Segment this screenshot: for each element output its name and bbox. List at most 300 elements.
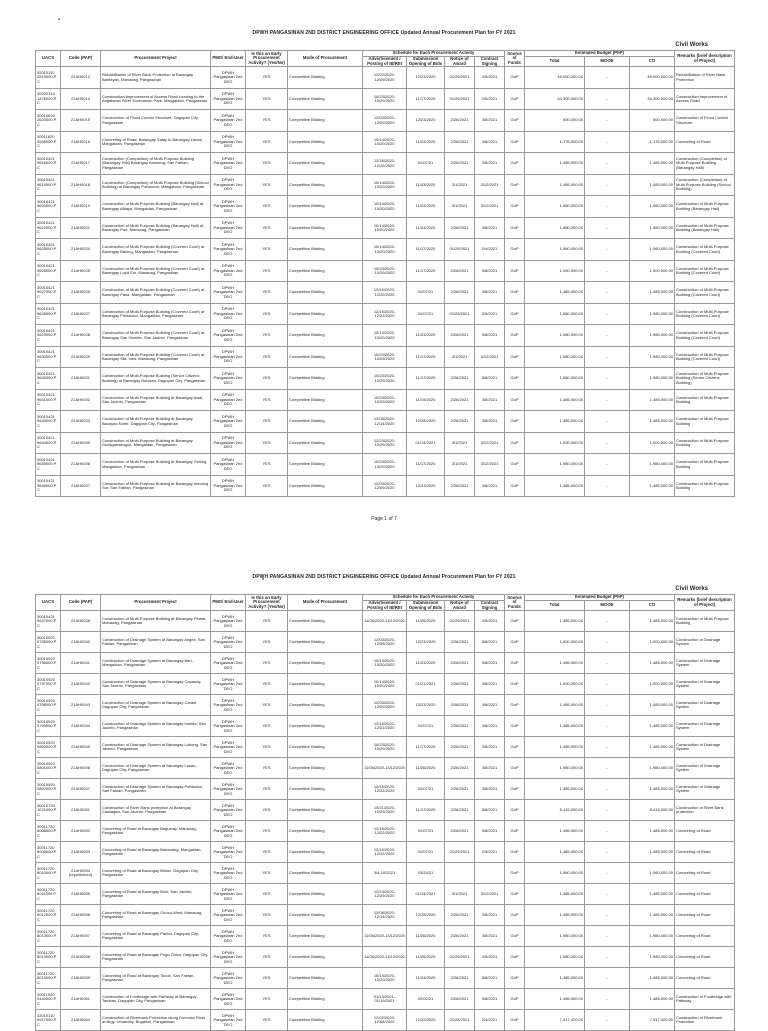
cell-project: Construction (Completion) of Multi-Purpose Building (Barangay Hall) Barangay Anonang, San Fabian, Pangasinan	[101, 153, 211, 175]
cell-mode: Competitive Bidding	[288, 67, 363, 89]
table-row	[36, 863, 735, 884]
cell-early: YES	[246, 153, 288, 175]
table-row	[36, 346, 735, 368]
cell-source: GoP	[505, 217, 525, 239]
cell-adv: 12/16/2020-12/22/2020	[363, 282, 407, 304]
header-contract: Contract Signing	[475, 600, 505, 611]
cell-mooe: -	[585, 758, 630, 779]
cell-mooe: -	[585, 196, 630, 218]
cell-notice: 2/26/2021	[445, 926, 475, 947]
cell-project: Construction of Drainage System at Barangay Carael, Dagupan City, Pangasinan	[101, 695, 211, 716]
cell-contract: 3/8/2021	[475, 131, 505, 153]
cell-source: GoP	[505, 432, 525, 454]
cell-mode: Competitive Bidding	[288, 779, 363, 800]
cell-project: Construction of Multi-Purpose Building at Barangay Bacayao Norte, Dagupan City, Pangasinan	[101, 411, 211, 433]
cell-sub: 01/14/2021	[407, 884, 445, 905]
header-adv: Advertisement / Posting of IB/REI	[363, 600, 407, 611]
cell-mooe: -	[585, 432, 630, 454]
cell-pmo: DPWH Pangasinan 2nd DEO	[211, 67, 246, 89]
cell-uacs: 30010421 9644000.P C	[36, 432, 61, 454]
cell-pmo: DPWH Pangasinan 2nd DEO	[211, 884, 246, 905]
cell-uacs: 30010421 9622000.P C	[36, 217, 61, 239]
cell-sub: 01/14/2021	[407, 432, 445, 454]
document-title-page-2: DPWH PANGASINAN 2ND DISTRICT ENGINEERING OFFICE Updated Annual Procurement Plan for FY 2021	[252, 574, 516, 580]
cell-remarks: Construction of Drainage System	[675, 716, 735, 737]
cell-uacs: 30011720 8010000.P C	[36, 863, 61, 884]
cell-pmo: DPWH Pangasinan 2nd DEO	[211, 131, 246, 153]
cell-co: 1,980,000.00	[630, 239, 675, 261]
cell-mooe: -	[585, 800, 630, 821]
table-row	[36, 632, 735, 653]
cell-remarks: Construction of Drainage System	[675, 674, 735, 695]
cell-adv: 10/23/2020-10/29/2020	[363, 368, 407, 390]
header-early: Is this an Early Procurement Activity? (Yes/No)	[246, 595, 288, 611]
cell-co: 1,980,000.00	[630, 758, 675, 779]
cell-notice	[445, 863, 475, 884]
cell-early: YES	[246, 389, 288, 411]
cell-total: 1,485,000.00	[525, 989, 585, 1010]
cell-early: YES	[246, 303, 288, 325]
cell-uacs: 30010920 0798000.P C	[36, 695, 61, 716]
cell-pmo: DPWH Pangasinan 2nd DEO	[211, 1010, 246, 1031]
cell-mode: Competitive Bidding	[288, 325, 363, 347]
cell-pmo: DPWH Pangasinan 2nd DEO	[211, 110, 246, 132]
cell-early: YES	[246, 632, 288, 653]
cell-source: GoP	[505, 758, 525, 779]
cell-remarks: Rehabilitation of River Bank Protection	[675, 67, 735, 89]
header-project: Procurement Project	[101, 51, 211, 67]
cell-contract: 2/5/2021	[475, 88, 505, 110]
cell-mooe: -	[585, 239, 630, 261]
cell-mode: Competitive Bidding	[288, 346, 363, 368]
cell-source: GoP	[505, 968, 525, 989]
cell-co: 1,485,000.00	[630, 153, 675, 175]
cell-remarks: Construction of Multi-Purpose Building (Barangay Hall)	[675, 217, 735, 239]
table-row	[36, 131, 735, 153]
cell-early: YES	[246, 947, 288, 968]
cell-sub: 12/23/2020	[407, 632, 445, 653]
cell-project: Construction of Drainage System at Barangay Imelda, San Jacinto, Pangasinan	[101, 716, 211, 737]
cell-contract: 3/8/2021	[475, 968, 505, 989]
cell-source: GoP	[505, 653, 525, 674]
header-code: Code (PAP)	[61, 595, 101, 611]
cell-mode: Competitive Bidding	[288, 800, 363, 821]
scan-speck	[58, 18, 60, 20]
cell-contract: 3/12/2021	[475, 454, 505, 476]
table-row	[36, 884, 735, 905]
cell-total: 1,485,000.00	[525, 475, 585, 497]
cell-mode: Competitive Bidding	[288, 432, 363, 454]
cell-code: 21AH0044	[61, 716, 101, 737]
cell-early: YES	[246, 863, 288, 884]
cell-contract: 3/8/2021	[475, 716, 505, 737]
cell-source: GoP	[505, 779, 525, 800]
cell-adv: 10/14/2020-10/20/2020	[363, 653, 407, 674]
cell-early: YES	[246, 174, 288, 196]
cell-co: 1,485,000.00	[630, 389, 675, 411]
cell-source: GoP	[505, 239, 525, 261]
cell-pmo: DPWH Pangasinan 2nd DEO	[211, 432, 246, 454]
cell-early: YES	[246, 674, 288, 695]
cell-sub: 12/23/2020	[407, 110, 445, 132]
header-adv: Advertisement / Posting of IB/REI	[363, 56, 407, 67]
cell-uacs: 30011720 8014000.P C	[36, 947, 61, 968]
cell-notice: 2/26/2021	[445, 260, 475, 282]
cell-project: Construction of Multi-Purpose Building (Covered Court) at Barangay Poblacion, Mangaldan, Pangasinan	[101, 303, 211, 325]
cell-adv: 10/14/2020-10/20/2020	[363, 174, 407, 196]
cell-mode: Competitive Bidding	[288, 282, 363, 304]
cell-adv: 12/16/2020-12/22/2020	[363, 303, 407, 325]
cell-project: Construction of Multi-Purpose Building at Barangay Pantal, Manaoag, Pangasinan	[101, 611, 211, 632]
cell-adv: 11/06/2020-11/12/2020	[363, 947, 407, 968]
cell-source: GoP	[505, 346, 525, 368]
cell-contract: 2/5/2021	[475, 611, 505, 632]
cell-co: 1,980,000.00	[630, 454, 675, 476]
cell-contract: 3/8/2021	[475, 632, 505, 653]
cell-early: YES	[246, 239, 288, 261]
table-row	[36, 432, 735, 454]
table-row	[36, 67, 735, 89]
cell-project: Construction of Drainage System at Barangay Lobong, San Jacinto, Pangasinan	[101, 737, 211, 758]
cell-sub: 11/17/2020	[407, 346, 445, 368]
cell-mooe: -	[585, 346, 630, 368]
cell-pmo: DPWH Pangasinan 2nd DEO	[211, 695, 246, 716]
cell-project: Concreting of Road at Barangay Binloc, Dagupan City, Pangasinan	[101, 863, 211, 884]
cell-code: 21AH0061	[61, 989, 101, 1010]
cell-adv: 12/16/2020-12/22/2020	[363, 779, 407, 800]
cell-mooe: -	[585, 611, 630, 632]
cell-notice: 01/29/2021	[445, 842, 475, 863]
cell-contract: 3/8/2021	[475, 737, 505, 758]
cell-source: GoP	[505, 611, 525, 632]
cell-mode: Competitive Bidding	[288, 674, 363, 695]
cell-adv: 12/16/2020-12/22/2020	[363, 821, 407, 842]
cell-mooe: -	[585, 110, 630, 132]
cell-mooe: -	[585, 282, 630, 304]
cell-code: 21AH0040	[61, 632, 101, 653]
cell-project: Concreting of Road at Barangay Tocok, San Fabian, Pangasinan	[101, 968, 211, 989]
cell-project: Construction of Multi-Purpose Building (Covered Court) at Barangay Sta. Ines, Manaoag, Pangasinan	[101, 346, 211, 368]
table-row	[36, 842, 735, 863]
header-pmo: PMO/ End-User	[211, 51, 246, 67]
cell-mode: Competitive Bidding	[288, 905, 363, 926]
cell-uacs: 30010920 0796000.P C	[36, 653, 61, 674]
cell-early: YES	[246, 926, 288, 947]
cell-co: 1,980,000.00	[630, 947, 675, 968]
cell-co: 1,485,000.00	[630, 282, 675, 304]
cell-remarks: Construction of Multi-Purpose Building	[675, 454, 735, 476]
cell-uacs: 30011720 8012000.P C	[36, 905, 61, 926]
header-schedule: Schedule for Each Procurement Activity	[363, 595, 505, 601]
cell-notice: 2/26/2021	[445, 475, 475, 497]
cell-notice: 2/26/2021	[445, 779, 475, 800]
cell-mooe: -	[585, 737, 630, 758]
table-row	[36, 411, 735, 433]
cell-sub: 11/17/2020	[407, 368, 445, 390]
cell-mooe: -	[585, 674, 630, 695]
cell-mooe: -	[585, 632, 630, 653]
cell-project: Construction of Multi-Purpose Building at Barangay Inmalog Sur, San Fabian, Pangasinan	[101, 475, 211, 497]
cell-adv: 10/23/2020-10/29/2020	[363, 260, 407, 282]
cell-project: Construction of Multi-Purpose Building (Covered Court) at Barangay Balong, Mangaldan, Pangasinan	[101, 239, 211, 261]
header-sub: Submission/ Opening of Bids	[407, 600, 445, 611]
cell-mode: Competitive Bidding	[288, 884, 363, 905]
cell-contract: 3/12/2021	[475, 432, 505, 454]
cell-source: GoP	[505, 674, 525, 695]
cell-co: 1,000,000.00	[630, 260, 675, 282]
cell-mode: Competitive Bidding	[288, 653, 363, 674]
table-row	[36, 800, 735, 821]
table-row	[36, 611, 735, 632]
cell-total: 1,485,000.00	[525, 821, 585, 842]
cell-notice: 2/26/2021	[445, 821, 475, 842]
cell-total: 1,485,000.00	[525, 611, 585, 632]
cell-mode: Competitive Bidding	[288, 411, 363, 433]
cell-source: GoP	[505, 863, 525, 884]
cell-project: Construction of Drainage System at Barangay Lucao, Dagupan City, Pangasinan	[101, 758, 211, 779]
header-remarks: Remarks (brief description of Project)	[675, 595, 735, 611]
cell-project: Construction of Multi-Purpose Building (Covered Court) at Barangay San Vicente, San Jacinto, Pangasinan	[101, 325, 211, 347]
cell-notice: 2/26/2021	[445, 411, 475, 433]
cell-project: Construction of Multi-Purpose Building (Barangay Hall) at Barangay Pao, Manaoag, Pangasinan	[101, 217, 211, 239]
cell-notice: 2/26/2021	[445, 695, 475, 716]
cell-uacs: 30011720 8011000.P C	[36, 884, 61, 905]
cell-uacs: 30010421 9625000.P C	[36, 239, 61, 261]
cell-adv: 11/06/2020-11/12/2020	[363, 611, 407, 632]
cell-code: 21AH0036	[61, 454, 101, 476]
cell-mooe: -	[585, 88, 630, 110]
cell-pmo: DPWH Pangasinan 2nd DEO	[211, 653, 246, 674]
cell-project: Concreting of Road at Barangay Baguinay, Manaoag, Pangasinan	[101, 821, 211, 842]
cell-remarks: Concreting of Road	[675, 842, 735, 863]
table-row	[36, 674, 735, 695]
cell-code: 21AH0029	[61, 346, 101, 368]
cell-adv: 10/23/2020-10/29/2020	[363, 454, 407, 476]
cell-contract: 3/8/2021	[475, 325, 505, 347]
cell-mode: Competitive Bidding	[288, 196, 363, 218]
cell-early: YES	[246, 758, 288, 779]
cell-notice: 3/1/2021	[445, 196, 475, 218]
cell-code: 21AH0032	[61, 389, 101, 411]
cell-code: 21AH0037	[61, 475, 101, 497]
cell-uacs: 30010421 9629000.P C	[36, 325, 61, 347]
cell-total: 1,980,000.00	[525, 217, 585, 239]
cell-pmo: DPWH Pangasinan 2nd DEO	[211, 989, 246, 1010]
cell-mooe: -	[585, 325, 630, 347]
cell-uacs: 30010920 0795000.P C	[36, 632, 61, 653]
cell-project: Concreting of Road at Barangay Bolo, San Jacinto, Pangasinan	[101, 884, 211, 905]
cell-uacs: 30010421 9641000.P C	[36, 389, 61, 411]
cell-notice: 2/26/2021	[445, 110, 475, 132]
cell-mooe: -	[585, 695, 630, 716]
cell-code: 21AH0025	[61, 260, 101, 282]
cell-mooe: -	[585, 842, 630, 863]
cell-sub: 01/21/2021	[407, 674, 445, 695]
cell-sub: 11/17/2020	[407, 239, 445, 261]
table-row	[36, 153, 735, 175]
cell-early: YES	[246, 821, 288, 842]
cell-mooe: -	[585, 779, 630, 800]
cell-remarks: Construction of Drainage System	[675, 779, 735, 800]
cell-source: GoP	[505, 842, 525, 863]
cell-contract: 3/8/2021	[475, 653, 505, 674]
cell-mooe: -	[585, 926, 630, 947]
cell-project: Construction of Multi-Purpose Building at Barangay Guiling, Mangaldan, Pangasinan	[101, 454, 211, 476]
cell-pmo: DPWH Pangasinan 2nd DEO	[211, 821, 246, 842]
cell-source: GoP	[505, 716, 525, 737]
header-source: Source of Funds	[505, 595, 525, 611]
cell-pmo: DPWH Pangasinan 2nd DEO	[211, 800, 246, 821]
header-project: Procurement Project	[101, 595, 211, 611]
cell-notice: 2/26/2021	[445, 989, 475, 1010]
cell-code: 21AH0031	[61, 368, 101, 390]
cell-source: GoP	[505, 368, 525, 390]
cell-mode: Competitive Bidding	[288, 239, 363, 261]
cell-total: 1,980,000.00	[525, 368, 585, 390]
cell-mode: Competitive Bidding	[288, 632, 363, 653]
cell-adv: 12/16/2020-12/22/2020	[363, 716, 407, 737]
cell-co: 1,980,000.00	[630, 368, 675, 390]
cell-uacs: 30010421 9620000.P C	[36, 196, 61, 218]
cell-source: GoP	[505, 632, 525, 653]
cell-project: Construction of Drainage System at Barangay Anges, San Fabian, Pangasinan	[101, 632, 211, 653]
cell-code: 21AH0019	[61, 196, 101, 218]
cell-adv: 10/23/2020-10/29/2020	[363, 88, 407, 110]
cell-total: 1,485,000.00	[525, 716, 585, 737]
cell-contract: 3/12/2021	[475, 196, 505, 218]
cell-adv: 12/08/2020-12/14/2020	[363, 411, 407, 433]
cell-sub: 01/07/21	[407, 779, 445, 800]
cell-total: 1,980,000.00	[525, 758, 585, 779]
cell-total: 1,980,000.00	[525, 454, 585, 476]
cell-early: YES	[246, 196, 288, 218]
cell-contract: 3/8/2021	[475, 758, 505, 779]
header-uacs: UACS	[36, 51, 61, 67]
cell-co: 1,485,000.00	[630, 821, 675, 842]
cell-total: 1,485,000.00	[525, 842, 585, 863]
cell-co: 1,485,000.00	[630, 842, 675, 863]
header-uacs: UACS	[36, 595, 61, 611]
cell-uacs: 30010720 1021000.P C	[36, 800, 61, 821]
cell-remarks: Concreting of Road	[675, 884, 735, 905]
cell-adv: 10/23/2020-10/29/2020	[363, 737, 407, 758]
cell-contract: 3/8/2021	[475, 779, 505, 800]
cell-sub: 12/28/2020	[407, 411, 445, 433]
cell-remarks: Construction of Multi-Purpose Building	[675, 389, 735, 411]
cell-mooe: -	[585, 947, 630, 968]
cell-code: 21AH0021	[61, 217, 101, 239]
cell-remarks: Construction of Drainage System	[675, 632, 735, 653]
cell-contract: 3/12/2021	[475, 884, 505, 905]
cell-contract: 3/8/2021	[475, 800, 505, 821]
cell-remarks: Construction of Footbridge with Pathway	[675, 989, 735, 1010]
cell-total: 1,485,000.00	[525, 174, 585, 196]
table-row	[36, 475, 735, 497]
cell-uacs: 30020310 1476000.P C	[36, 88, 61, 110]
cell-mooe: -	[585, 716, 630, 737]
cell-early: YES	[246, 695, 288, 716]
cell-remarks: Construction of Multi-Purpose Building	[675, 611, 735, 632]
cell-contract: 3/8/2021	[475, 926, 505, 947]
cell-total: 1,980,000.00	[525, 947, 585, 968]
cell-sub: 11/17/2020	[407, 454, 445, 476]
cell-total: 1,980,000.00	[525, 303, 585, 325]
cell-contract: 3/8/2021	[475, 475, 505, 497]
table-row	[36, 737, 735, 758]
cell-contract: 3/8/2021	[475, 110, 505, 132]
cell-mode: Competitive Bidding	[288, 368, 363, 390]
cell-adv: 12/08/2020-12/14/2020	[363, 905, 407, 926]
cell-remarks: Construction of Multi-Purpose Building (Senior Citizens Building)	[675, 368, 735, 390]
cell-sub: 01/07/21	[407, 716, 445, 737]
cell-mode: Competitive Bidding	[288, 454, 363, 476]
cell-sub: 11/19/2020	[407, 389, 445, 411]
cell-source: GoP	[505, 926, 525, 947]
cell-pmo: DPWH Pangasinan 2nd DEO	[211, 174, 246, 196]
cell-sub: 12/28/2020	[407, 905, 445, 926]
cell-total: 1,485,000.00	[525, 968, 585, 989]
cell-remarks: Concreting of Road	[675, 905, 735, 926]
cell-mode: Competitive Bidding	[288, 737, 363, 758]
cell-remarks: Concreting of Road	[675, 131, 735, 153]
cell-project: Construction of Multi-Purpose Building (Covered Court) at Barangay Pasa, Mangaldan, Pangasinan	[101, 282, 211, 304]
header-code: Code (PAP)	[61, 51, 101, 67]
cell-notice: 2/26/2021	[445, 368, 475, 390]
page-number: Page 1 of 7	[371, 516, 397, 522]
cell-mooe: -	[585, 454, 630, 476]
cell-early: YES	[246, 737, 288, 758]
cell-source: GoP	[505, 475, 525, 497]
cell-early: YES	[246, 325, 288, 347]
cell-total: 1,980,000.00	[525, 196, 585, 218]
table-row	[36, 174, 735, 196]
cell-contract: 3/8/2021	[475, 368, 505, 390]
cell-total: 1,485,000.00	[525, 282, 585, 304]
cell-early: YES	[246, 842, 288, 863]
table-row	[36, 821, 735, 842]
cell-early: YES	[246, 282, 288, 304]
cell-pmo: DPWH Pangasinan 2nd DEO	[211, 737, 246, 758]
cell-pmo: DPWH Pangasinan 2nd DEO	[211, 968, 246, 989]
cell-pmo: DPWH Pangasinan 2nd DEO	[211, 239, 246, 261]
cell-total: 1,980,000.00	[525, 926, 585, 947]
cell-mooe: -	[585, 303, 630, 325]
cell-mode: Competitive Bidding	[288, 863, 363, 884]
cell-adv: 12/03/2020-12/09/2020	[363, 632, 407, 653]
cell-total: 1,485,000.00	[525, 905, 585, 926]
cell-remarks: Construction of Riverbank Protection	[675, 1010, 735, 1031]
cell-total: 7,917,420.00	[525, 1010, 585, 1031]
cell-notice: 3/1/2021	[445, 884, 475, 905]
header-notice: Notice of Award	[445, 56, 475, 67]
cell-early: YES	[246, 905, 288, 926]
cell-pmo: DPWH Pangasinan 2nd DEO	[211, 217, 246, 239]
cell-uacs: 30010421 9645000.P C	[36, 454, 61, 476]
cell-mode: Competitive Bidding	[288, 131, 363, 153]
cell-mooe: -	[585, 884, 630, 905]
cell-code: 21AH0016	[61, 131, 101, 153]
cell-notice: 2/26/2021	[445, 737, 475, 758]
cell-co: 1,485,000.00	[630, 411, 675, 433]
cell-total: 1,485,000.00	[525, 779, 585, 800]
cell-total: 1,485,000.00	[525, 653, 585, 674]
cell-co: 1,176,000.00	[630, 131, 675, 153]
cell-mode: Competitive Bidding	[288, 260, 363, 282]
cell-uacs: 32010110 0519000.P C	[36, 67, 61, 89]
cell-project: Construction of Multi-Purpose Building (Covered Court) at Barangay Lupit Sur, Manaoag, Pangasinan	[101, 260, 211, 282]
cell-remarks: Construction of Flood Control Structure	[675, 110, 735, 132]
cell-project: Construction of Multi-Purpose Building at Barangay Guesguesangon, Mangaldan, Pangasinan	[101, 432, 211, 454]
